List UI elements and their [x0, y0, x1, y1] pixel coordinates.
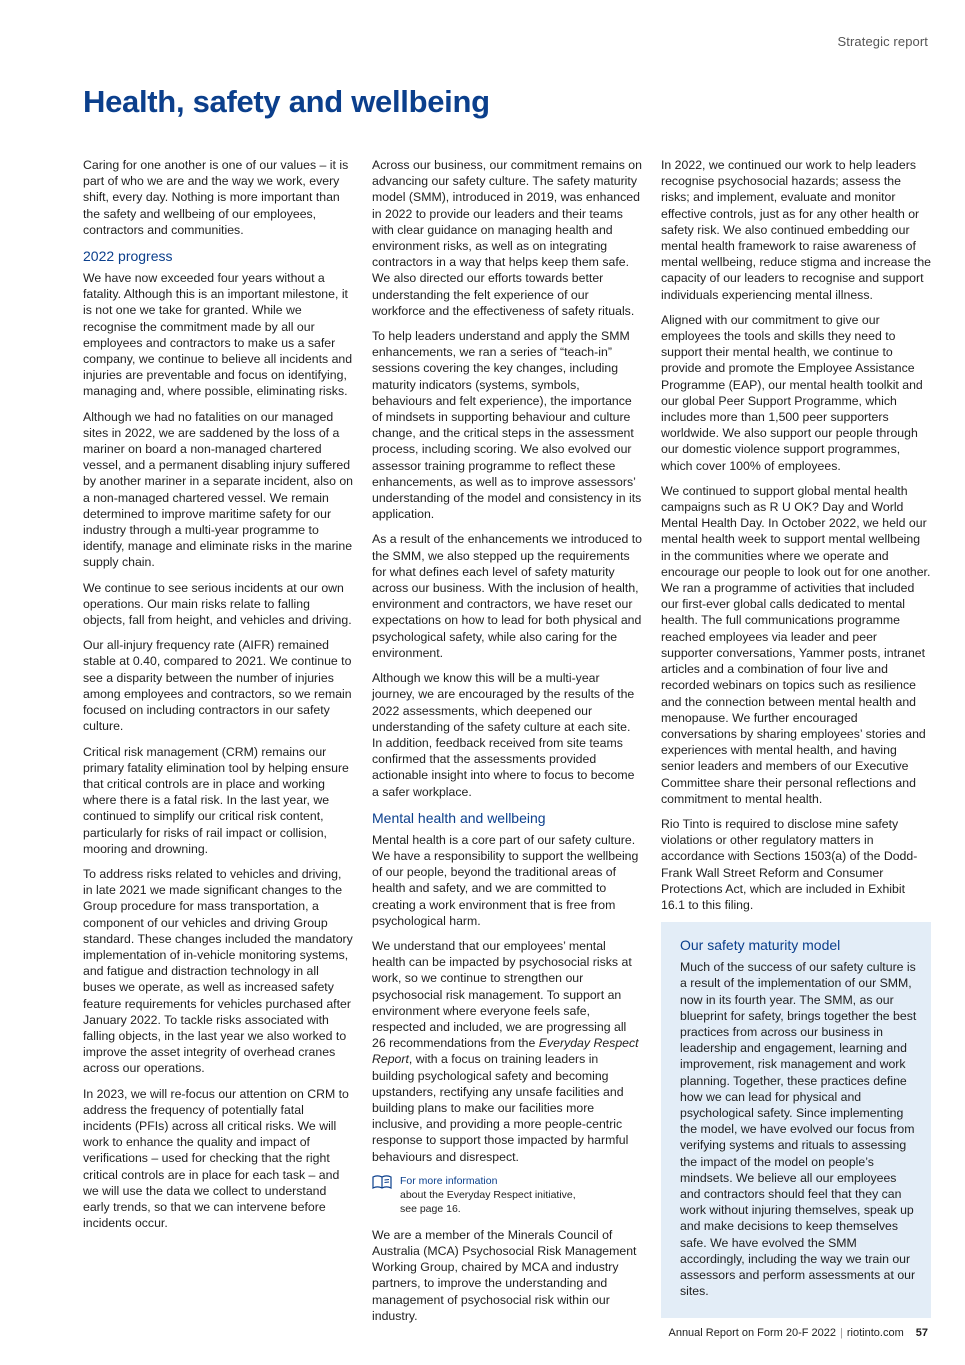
column-middle — [372, 157, 642, 1333]
paragraph: As a result of the enhancements we introduced to the SMM, we also stepped up the requirements for what defines each level of safety maturity across our business. With the inclusion of health, environment and contractors, we have reset our expectations on how to lead for both physical and psychological safety, while also caring for the environment. — [372, 532, 643, 660]
column-left — [83, 157, 353, 1240]
reference-title: For more information — [400, 1174, 498, 1187]
report-title: Everyday Respect Report — [372, 1036, 639, 1067]
intro-paragraph: Caring for one another is one of our values – it is part of who we are and the way we work, every shift, every day. Nothing is more important than the safety and wellbeing of our employees, contractors and communities. — [83, 158, 349, 237]
paragraph: To address risks related to vehicles and driving, in late 2021 we made significant changes to the Group procedure for mass transportation, a component of our vehicles and driving Group standard. These changes included the mandatory implementation of in-vehicle monitoring systems, and fatigue and distraction technology in all buses we operate, as well as increased safety feature requirements for vehicles purchased after January 2022. To tackle risks associated with falling objects, in the last year we also worked to improve the asset integrity of overhead cranes across our operations. — [83, 866, 353, 1076]
paragraph — [372, 938, 642, 1165]
paragraph: We are a member of the Minerals Council of Australia (MCA) Psychosocial Risk Management Working Group, chaired by MCA and industry partners, to improve the understanding and management of psychosocial risk within our industry. — [372, 1227, 637, 1323]
paragraph: Across our business, our commitment remains on advancing our safety culture. The safety maturity model (SMM), introduced in 2019, was enhanced in 2022 to provide our leaders and their teams with clear guidance on managing health and environment risks, as well as on integrating contractors in a way that helps keep them safe. We also directed our efforts towards better understanding the felt experience of our workforce and the effectiveness of safety rituals. — [372, 158, 642, 318]
page-number: 57 — [915, 1327, 928, 1339]
section-label: Strategic report — [837, 34, 928, 49]
divider: | — [840, 1327, 843, 1339]
report-name: Annual Report on Form 20-F 2022 — [668, 1327, 837, 1339]
safety-maturity-callout — [661, 922, 931, 1318]
paragraph: Our all-injury frequency rate (AIFR) remained stable at 0.40, compared to 2021. We continue to see a disparity between the number of injuries among employees and contractors, so we remain focused on including contractors in our safety culture. — [83, 638, 352, 734]
paragraph: To help leaders understand and apply the SMM enhancements, we ran a series of “teach-in” sessions covering the key changes, including maturity indicators (systems, symbols, behaviours and felt experience), the importance of mindsets in supporting behaviour and culture change, and the critical steps in the assessment process, including scoring. We also evolved our assessor training programme to reflect these enhancements, as well as to improve assessors’ understanding of the model and consistency in its application. — [372, 329, 642, 522]
paragraph: Critical risk management (CRM) remains our primary fatality elimination tool by helping ensure that critical controls are in place and working where there is a fatal risk. In the last year, we continued to simplify our critical risk content, particularly for risks of rail impact or collision, mooring and drowning. — [83, 744, 349, 856]
text-run: We understand that our employees’ mental health can be impacted by psychosocial risks at work, so we continue to strengthen our psychosocial risk management. To support an environment where everyone feels safe, respected and included, we are progressing all 26 recommendations from the — [372, 938, 632, 1051]
page-title: Health, safety and wellbeing — [83, 84, 490, 119]
paragraph: Aligned with our commitment to give our employees the tools and skills they need to support their mental health, we continue to provide and promote the Employee Assistance Programme (EAP), our mental health toolkit and our global Peer Support Programme, which includes more than 1,500 peer supporters worldwide. We also support our people through our domestic violence support programmes, which cover 100% of employees. — [661, 312, 923, 473]
paragraph: We have now exceeded four years without a fatality. Although this is an important milestone, it is not one we take for granted. While we recognise the commitment made by all our employees and contractors to make us a safer company, we continue to believe all incidents and injuries are preventable and focus on identifying, managing and, where possible, eliminating risks. — [83, 271, 353, 399]
paragraph: In 2023, we will re-focus our attention on CRM to address the frequency of potentially fatal incidents (PFIs) across all critical risks. We will work to enhance the quality and impact of verifications – used for checking that the right critical controls are in place for each task – and we will use the data we collect to understand early trends, so that we can intervene before incidents occur. — [83, 1086, 349, 1231]
page-footer — [668, 1327, 928, 1339]
section-heading-mental-health: Mental health and wellbeing — [372, 809, 546, 826]
reference-line: about the Everyday Respect initiative, — [400, 1188, 576, 1201]
section-heading-2022-progress: 2022 progress — [83, 248, 173, 265]
paragraph: Rio Tinto is required to disclose mine safety violations or other regulatory matters in accordance with Sections 1503(a) of the Dodd-Frank Wall Street Reform and Consumer Protections Act, which are included in Exhibit 16.1 to this filing. — [661, 816, 918, 912]
text-run: , with a focus on training leaders in building psychological safety and becoming upstanders, rectifying any unsafe facilities and building plans to make our facilities more inclusive, and providing a more people-centric response to support those impacted by harmful behaviours and disrespect. — [372, 1052, 629, 1164]
cross-reference[interactable] — [372, 1174, 642, 1216]
column-right — [661, 157, 931, 1318]
paragraph: Although we know this will be a multi-year journey, we are encouraged by the results of the 2022 assessments, which deepened our understanding of the safety culture at each site. In addition, feedback received from site teams confirmed that the assessments provided actionable insight into where to focus to become a safer workplace. — [372, 671, 635, 799]
paragraph: We continued to support global mental health campaigns such as R U OK? Day and World Mental Health Day. In October 2022, we held our mental health week to support mental wellbeing in the communities where we operate and encourage our people to look out for one another. We ran a programme of activities that included our first-ever global calls dedicated to mental health. The full communications programme reached employees via leader and peer supporter conversations, Yammer posts, intranet articles and a combination of four live and recorded webinars on topics such as resilience and the connection between mental health and menopause. We further encouraged conversations by sharing employees’ stories and experiences with mental health, and having senior leaders and members of our Executive Committee share their personal reflections and commitment to mental health. — [661, 483, 931, 806]
paragraph: Although we had no fatalities on our managed sites in 2022, we are saddened by the loss of a mariner on board a non-managed chartered vessel, and a permanent disabling injury suffered by another mariner in a separate incident, also on a non-managed chartered vessel. We remain determined to improve maritime safety for our industry through a multi-year programme to identify, manage and eliminate risks in the marine supply chain. — [83, 409, 354, 570]
reference-line: see page 16. — [400, 1202, 461, 1215]
website-link[interactable]: riotinto.com — [846, 1327, 904, 1339]
paragraph: Mental health is a core part of our safety culture. We have a responsibility to support the wellbeing of our people, beyond the traditional areas of health and safety, and we are committed to creating a work environment that is free from psychological harm. — [372, 832, 639, 928]
callout-title: Our safety maturity model — [680, 937, 841, 954]
callout-text: Much of the success of our safety culture is a result of the implementation of our SMM, now in its fourth year. The SMM, as our blueprint for safety, brings together the best practices from across our business in leadership and engagement, learning and improvement, risk management and work planning. Together, these practices define how we can lead for physical and psychological safety. Since implementing the model, we have evolved our focus from verifying systems and rituals to assessing the impact of the model on people’s mindsets. We believe all our employees and contractors should feel that they can work without injuring themselves, speak up and make decisions to keep themselves safe. We have evolved the SMM accordingly, including the way we train our assessors and perform assessments at our sites. — [680, 960, 917, 1299]
book-icon — [372, 1174, 400, 1216]
paragraph: In 2022, we continued our work to help leaders recognise psychosocial hazards; assess the risks; and implement, evaluate and monitor effective controls, just as for any other health or safety risk. We also continued embedding our mental health framework to raise awareness of mental wellbeing, reduce stigma and increase the capacity of our leaders to recognise and support individuals experiencing mental illness. — [661, 158, 932, 302]
paragraph: We continue to see serious incidents at our own operations. Our main risks relate to falling objects, fall from height, and vehicles and driving. — [83, 580, 352, 628]
